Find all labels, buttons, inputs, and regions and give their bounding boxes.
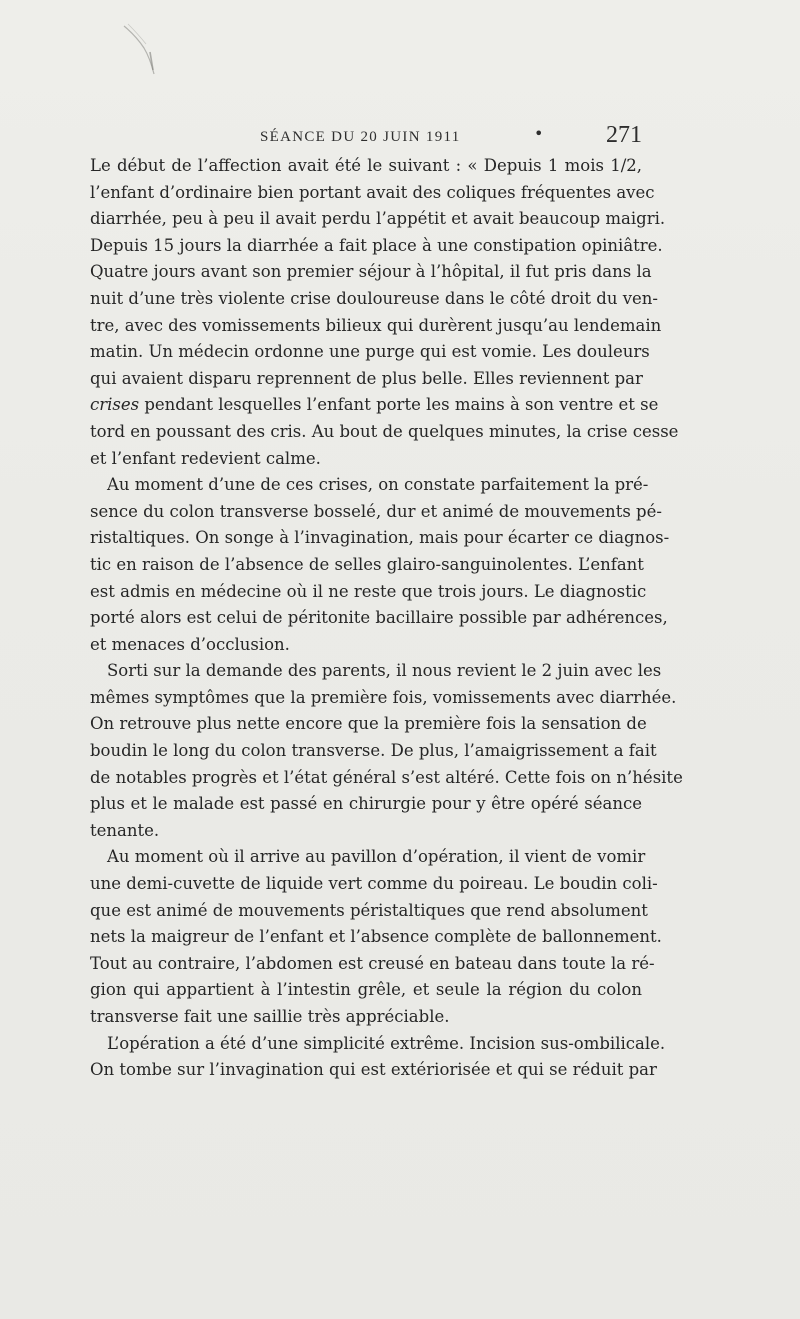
text-line: porté alors est celui de péritonite bacillaire possible par adhérences, [90,608,668,628]
body-text [90,153,683,1084]
header-dot: • [534,124,544,143]
text-line: tenante. [90,820,160,840]
text-line: Tout au contraire, l’abdomen est creusé en bateau dans toute la ré- [90,953,655,973]
text-line: nuit d’une très violente crise douloureuse dans le côté droit du ven- [90,288,659,308]
text-line: une demi-cuvette de liquide vert comme du poireau. Le boudin coli- [90,874,658,894]
page-header [90,124,642,154]
text-line: Depuis 15 jours la diarrhée a fait place à une constipation opiniâtre. [90,235,663,255]
text-line: est admis en médecine où il ne reste que trois jours. Le diagnostic [90,581,647,601]
text-line: plus et le malade est passé en chirurgie pour y être opéré séance [90,794,642,814]
text-line: l’enfant d’ordinaire bien portant avait des coliques fréquentes avec [90,182,655,202]
text-line: mêmes symptômes que la première fois, vomissements avec diarrhée. [90,687,677,707]
text-line: et l’enfant redevient calme. [90,448,321,468]
text-line: L’opération a été d’une simplicité extrême. Incision sus-ombilicale. [107,1033,666,1053]
text-line: On tombe sur l’invagination qui est extériorisée et qui se réduit par [90,1060,657,1080]
text-line: qui avaient disparu reprennent de plus belle. Elles reviennent par [90,368,643,388]
text-line: boudin le long du colon transverse. De plus, l’amaigrissement a fait [90,741,657,761]
text-line: On retrouve plus nette encore que la première fois la sensation de [90,714,647,734]
text-line: transverse fait une saillie très appréciable. [90,1007,450,1026]
text-line: tord en poussant des cris. Au bout de quelques minutes, la crise cesse [90,421,679,441]
page-number: 271 [606,122,642,148]
text-line: diarrhée, peu à peu il avait perdu l’appétit et avait beaucoup maigri. [90,209,666,229]
text-line: de notables progrès et l’état général s’est altéré. Cette fois on n’hésite [90,767,683,787]
text-line: gion qui appartient à l’intestin grêle, et seule la région du colon [90,980,642,1000]
text-line: tre, avec des vomissements bilieux qui durèrent jusqu’au lendemain [90,315,662,335]
text-line: matin. Un médecin ordonne une purge qui est vomie. Les douleurs [90,342,650,362]
text-line: crises pendant lesquelles l’enfant porte les mains à son ventre et se [90,395,659,415]
text-line: nets la maigreur de l’enfant et l’absence complète de ballonnement. [90,927,662,947]
text-line: Au moment où il arrive au pavillon d’opération, il vient de vomir [107,847,646,867]
text-line: Sorti sur la demande des parents, il nous revient le 2 juin avec les [107,661,662,681]
text-line: ristaltiques. On songe à l’invagination, mais pour écarter ce diagnos- [90,528,670,548]
text-line: Le début de l’affection avait été le suivant : « Depuis 1 mois 1/2, [90,156,642,175]
text-line: Quatre jours avant son premier séjour à l’hôpital, il fut pris dans la [90,262,652,282]
text-line: et menaces d’occlusion. [90,634,290,654]
text-line: que est animé de mouvements péristaltiques que rend absolument [90,900,648,920]
text-line: sence du colon transverse bosselé, dur et animé de mouvements pé- [90,501,662,521]
text-line: tic en raison de l’absence de selles glairo-sanguinolentes. L’enfant [90,554,644,574]
italic-word: crises [90,395,140,415]
scan-mark [122,22,158,78]
text-line: Au moment d’une de ces crises, on constate parfaitement la pré- [107,475,649,495]
running-head: SÉANCE DU 20 JUIN 1911 [260,129,461,145]
